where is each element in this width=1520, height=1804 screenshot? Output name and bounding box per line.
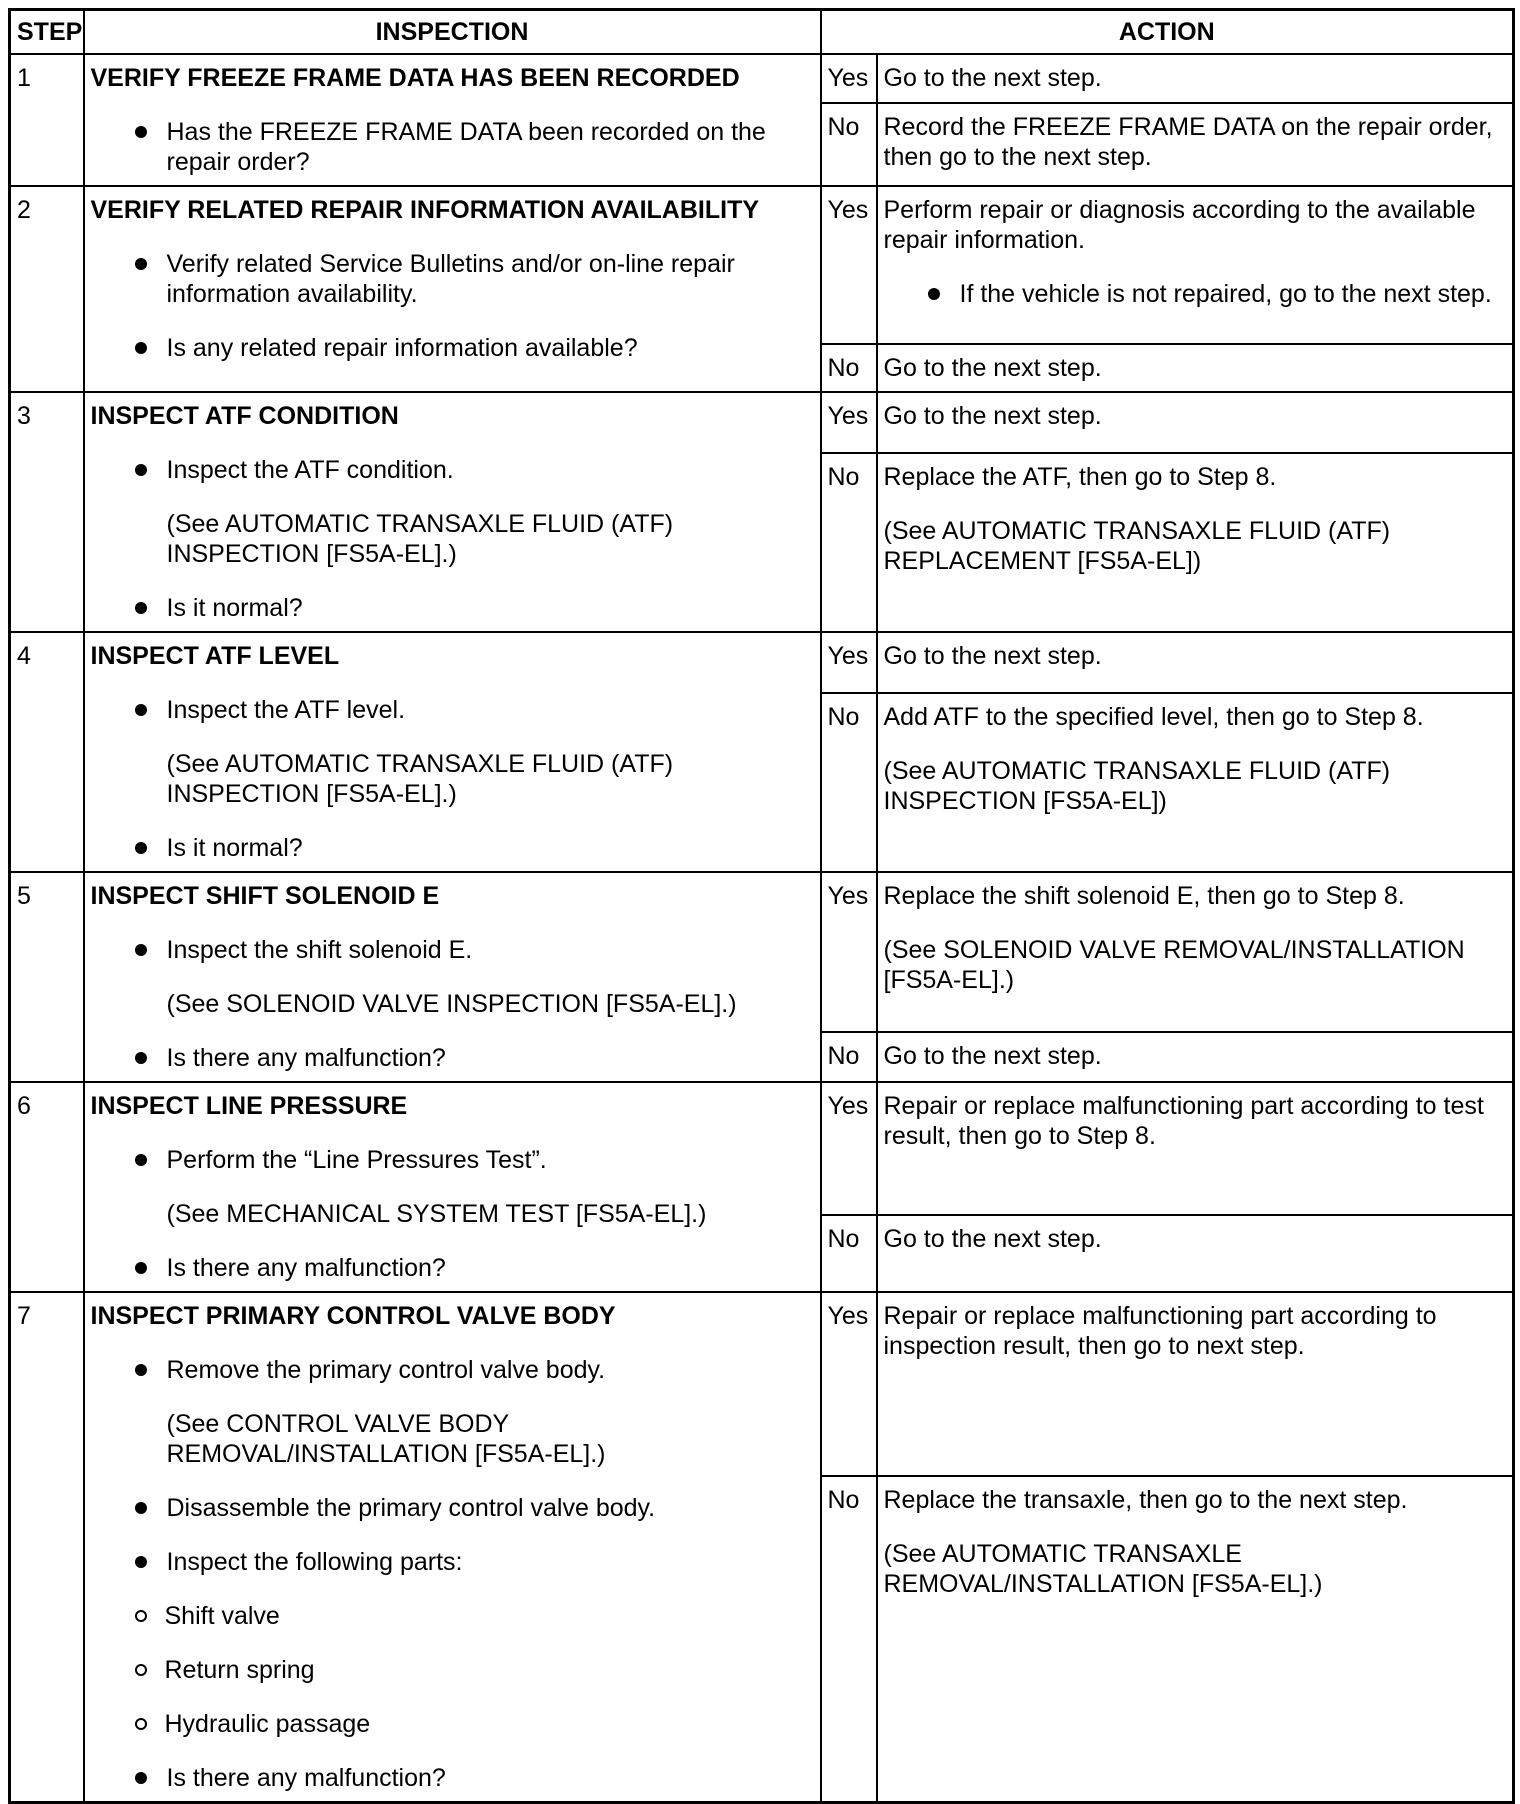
bullet-list (91, 117, 814, 177)
step-number: 4 (10, 632, 84, 872)
bullet-item (164, 1547, 814, 1739)
header-step: STEP (10, 10, 84, 55)
step-number: 3 (10, 392, 84, 632)
reference-text: (See AUTOMATIC TRANSAXLE FLUID (ATF) INSPECTION [FS5A-EL].) (166, 750, 674, 808)
no-action: Replace the ATF, then go to Step 8. (883, 462, 1277, 491)
step-number: 1 (10, 54, 84, 186)
header-inspection: INSPECTION (84, 10, 821, 55)
bullet-item: Verify related Service Bulletins and/or on-line repair information availability. (167, 249, 814, 309)
diagnostic-table (8, 8, 1515, 1804)
no-action: Go to the next step. (877, 344, 1514, 392)
yes-label: Yes (821, 1292, 877, 1476)
no-action-cell (877, 1476, 1514, 1803)
step-title: INSPECT SHIFT SOLENOID E (90, 882, 440, 910)
no-label: No (821, 453, 877, 633)
step-inspection-cell (84, 632, 821, 872)
header-row (10, 10, 1514, 55)
step-inspection-cell (84, 186, 821, 392)
reference-text: (See AUTOMATIC TRANSAXLE FLUID (ATF) REPLACEMENT [FS5A-EL]) (883, 516, 1391, 575)
bullet-item: Is there any malfunction? (167, 1043, 814, 1073)
bullet-item: Has the FREEZE FRAME DATA been recorded on the repair order? (167, 117, 814, 177)
step-inspection-cell (84, 392, 821, 632)
no-label: No (821, 1032, 877, 1082)
step-7-yes-row (10, 1292, 1514, 1476)
yes-action: Perform repair or diagnosis according to the available repair information. (883, 196, 1476, 254)
sub-bullet-item: Hydraulic passage (165, 1709, 814, 1739)
step-title: INSPECT LINE PRESSURE (90, 1092, 408, 1120)
step-title: VERIFY FREEZE FRAME DATA HAS BEEN RECORDED (90, 64, 740, 92)
step-6-yes-row (10, 1082, 1514, 1215)
yes-label: Yes (821, 1082, 877, 1215)
no-action: Go to the next step. (877, 1215, 1514, 1292)
bullet-item (167, 1145, 814, 1229)
bullet-text: Inspect the ATF condition. (166, 456, 454, 484)
no-label: No (821, 344, 877, 392)
yes-action: Go to the next step. (877, 54, 1514, 103)
bullet-text: Inspect the following parts: (166, 1548, 463, 1576)
yes-action-cell (877, 186, 1514, 344)
no-action-cell (877, 693, 1514, 873)
yes-action: Go to the next step. (877, 392, 1514, 453)
reference-text: (See SOLENOID VALVE REMOVAL/INSTALLATION [FS5A-EL].) (883, 936, 1465, 994)
bullet-item (167, 455, 814, 569)
bullet-item (167, 935, 814, 1019)
no-action-cell (877, 453, 1514, 633)
reference-text: (See AUTOMATIC TRANSAXLE REMOVAL/INSTALLATION [FS5A-EL].) (883, 1540, 1323, 1598)
bullet-item: Is there any malfunction? (167, 1253, 814, 1283)
step-title: INSPECT PRIMARY CONTROL VALVE BODY (90, 1302, 616, 1330)
bullet-list (91, 1355, 814, 1793)
step-1-yes-row (10, 54, 1514, 103)
step-title: VERIFY RELATED REPAIR INFORMATION AVAILABILITY (90, 196, 760, 224)
step-3-yes-row (10, 392, 1514, 453)
step-number: 7 (10, 1292, 84, 1803)
bullet-text: Inspect the shift solenoid E. (166, 936, 473, 964)
bullet-item (167, 1355, 814, 1469)
yes-label: Yes (821, 632, 877, 693)
action-bullet-list (884, 279, 1507, 309)
yes-label: Yes (821, 392, 877, 453)
bullet-text: Remove the primary control valve body. (166, 1356, 606, 1384)
bullet-list (91, 695, 814, 863)
no-label: No (821, 103, 877, 186)
yes-action: Replace the shift solenoid E, then go to Step 8. (883, 882, 1405, 910)
bullet-list (91, 1145, 814, 1283)
step-number: 2 (10, 186, 84, 392)
step-5-yes-row (10, 872, 1514, 1032)
sub-bullet-item: Return spring (165, 1655, 814, 1685)
bullet-text: Perform the “Line Pressures Test”. (166, 1146, 547, 1174)
step-inspection-cell (84, 872, 821, 1082)
step-inspection-cell (84, 54, 821, 186)
step-title: INSPECT ATF CONDITION (90, 402, 399, 430)
reference-text: (See MECHANICAL SYSTEM TEST [FS5A-EL].) (166, 1200, 707, 1228)
yes-label: Yes (821, 54, 877, 103)
no-label: No (821, 1215, 877, 1292)
reference-text: (See SOLENOID VALVE INSPECTION [FS5A-EL].) (166, 990, 737, 1018)
step-2-yes-row (10, 186, 1514, 344)
bullet-item: Is it normal? (167, 833, 814, 863)
sub-bullet-item: Shift valve (165, 1601, 814, 1631)
step-title: INSPECT ATF LEVEL (90, 642, 340, 670)
reference-text: (See AUTOMATIC TRANSAXLE FLUID (ATF) INSPECTION [FS5A-EL].) (166, 510, 674, 568)
bullet-item: Is any related repair information available? (167, 333, 814, 363)
yes-action: Repair or replace malfunctioning part according to inspection result, then go to next step. (877, 1292, 1514, 1476)
bullet-list (91, 935, 814, 1073)
reference-text: (See AUTOMATIC TRANSAXLE FLUID (ATF) INSPECTION [FS5A-EL]) (883, 756, 1391, 815)
bullet-list (91, 455, 814, 623)
bullet-item: Is there any malfunction? (167, 1763, 814, 1793)
bullet-item: Is it normal? (167, 593, 814, 623)
bullet-item (167, 695, 814, 809)
no-label: No (821, 1476, 877, 1803)
bullet-text: Inspect the ATF level. (166, 696, 406, 724)
action-bullet-item: If the vehicle is not repaired, go to the next step. (960, 279, 1507, 309)
yes-action: Go to the next step. (877, 632, 1514, 693)
header-action: ACTION (821, 10, 1514, 55)
bullet-item: Disassemble the primary control valve body. (167, 1493, 814, 1523)
step-number: 6 (10, 1082, 84, 1292)
yes-action-cell (877, 872, 1514, 1032)
no-action: Add ATF to the specified level, then go to Step 8. (883, 702, 1424, 731)
no-action: Replace the transaxle, then go to the next step. (883, 1486, 1408, 1514)
step-inspection-cell (84, 1082, 821, 1292)
step-number: 5 (10, 872, 84, 1082)
yes-label: Yes (821, 186, 877, 344)
yes-action: Repair or replace malfunctioning part according to test result, then go to Step 8. (877, 1082, 1514, 1215)
bullet-list (91, 249, 814, 363)
no-action: Go to the next step. (877, 1032, 1514, 1082)
sub-bullet-list (91, 1601, 814, 1739)
step-4-yes-row (10, 632, 1514, 693)
yes-label: Yes (821, 872, 877, 1032)
step-inspection-cell (84, 1292, 821, 1803)
no-action: Record the FREEZE FRAME DATA on the repair order, then go to the next step. (877, 103, 1514, 186)
reference-text: (See CONTROL VALVE BODY REMOVAL/INSTALLATION [FS5A-EL].) (166, 1410, 606, 1468)
no-label: No (821, 693, 877, 873)
